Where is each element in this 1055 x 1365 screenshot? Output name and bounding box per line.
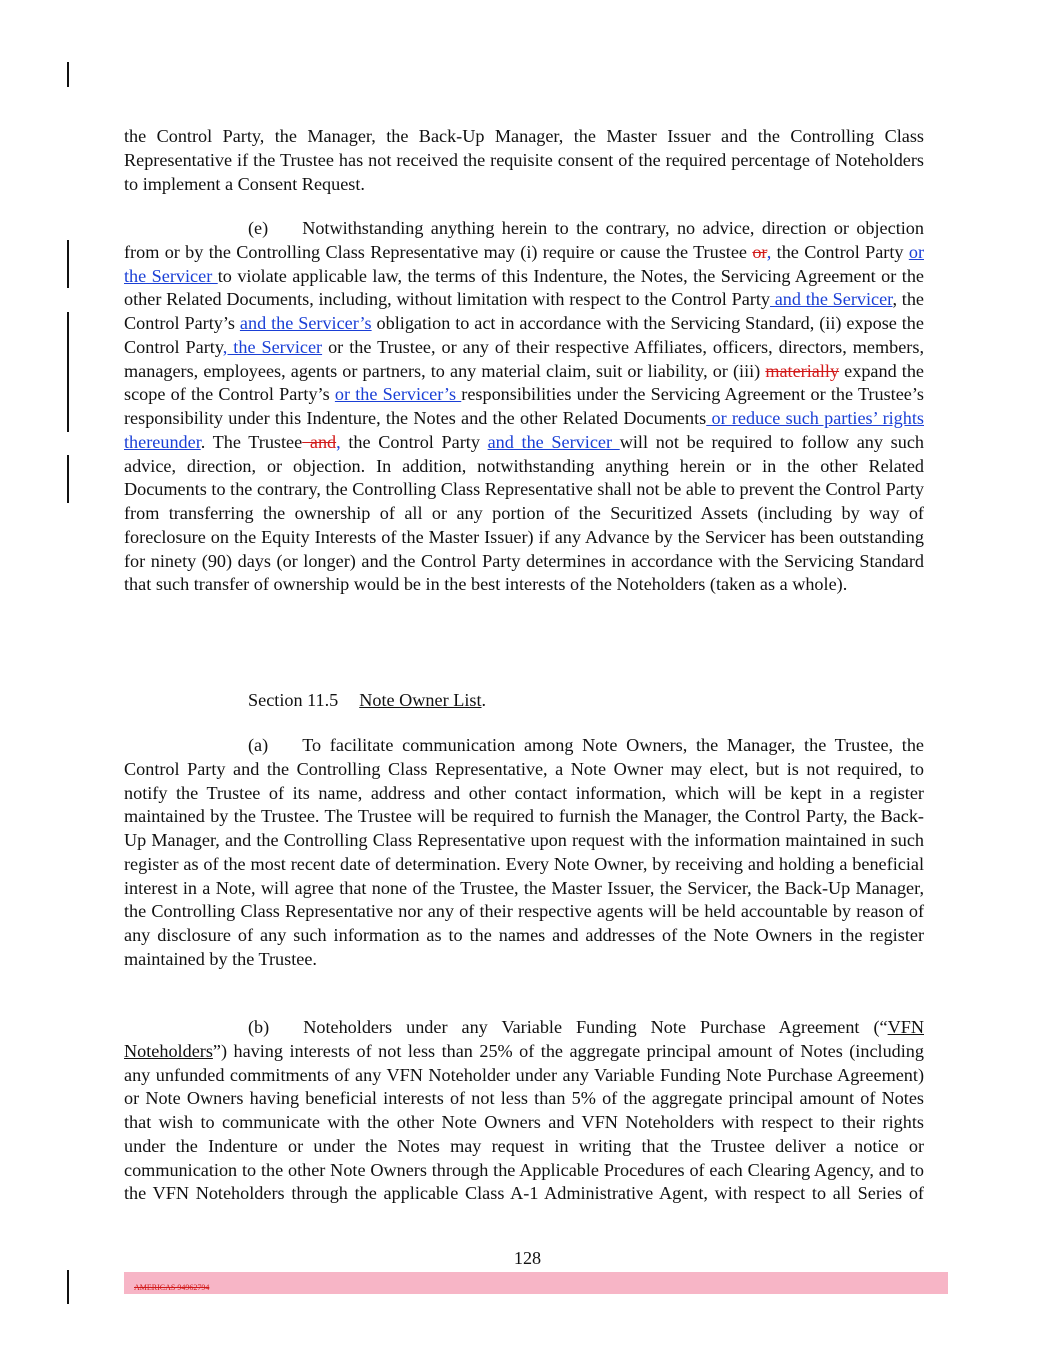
- inserted-text: or the Servicer’s: [334, 384, 462, 405]
- text-run: the Control Party: [771, 241, 909, 262]
- text-run: Notwithstanding anything herein to the contrary, no advice, direction or objection from or by the Controlling Class Representative may (i) require or cause the Trustee: [124, 218, 924, 262]
- inserted-text: and the Servicer’s: [239, 313, 372, 333]
- inserted-text: ,: [766, 241, 772, 262]
- section-title-period: .: [481, 690, 487, 710]
- text-run: , the Control Party’s: [124, 289, 924, 333]
- text-run: will not be required to follow any such advice, direction, or objection. In addition, notwithstanding anything herein or in the other Related Documents to the contrary, the Controlling Class Representative shall not be able to prevent the Control Party from transferring the ownership of all or any portion of the Securitized Assets (including by way of foreclosure on the Equity Interests of the Master Issuer) if any Advance by the Servicer has been outstanding for ninety (90) days (or longer) and the Control Party determines in accordance with the Servicing Standard that such transfer of ownership would be in the best interests of the Noteholders (taken as a whole).: [124, 431, 925, 595]
- deleted-text: and: [302, 431, 337, 452]
- paragraph-label: (a): [248, 735, 269, 755]
- inserted-text: or reduce such parties’ rights thereunder: [124, 408, 924, 452]
- paragraph-text: the Control Party, the Manager, the Back-Up Manager, the Master Issuer and the Controlling Class Representative if the Trustee has not received the requisite consent of the required percentage of Noteholders to implement a Consent Request.: [124, 126, 924, 194]
- change-bar: [67, 62, 69, 87]
- section-number: Section 11.5: [248, 690, 339, 710]
- change-bar: [67, 1270, 69, 1304]
- paragraph-label: (e): [248, 218, 269, 238]
- text-run: ”) having interests of not less than 25% of the aggregate principal amount of Notes (including any unfunded commitments of any VFN Noteholder under any Variable Funding Note Purchase Agreement) or Note Owners having beneficial interests of not less than 5% of the aggregate principal amount of Notes that wish to communicate with the other Note Owners and VFN Noteholders with respect to their rights under the Indenture or under the Notes may request in writing that the Trustee deliver a notice or communication to the other Note Owners through the Applicable Procedures of each Clearing Agency, and to the VFN Noteholders through the applicable Class A-1 Administrative Agent, with respect to all Series of: [124, 1040, 924, 1204]
- paragraph-a: [124, 734, 924, 972]
- inserted-text: , the Servicer: [222, 336, 323, 357]
- inserted-text: and the Servicer: [487, 431, 620, 452]
- change-bar: [67, 312, 69, 432]
- text-run: obligation to act in accordance with the Servicing Standard, (ii) expose the Control Party: [124, 313, 924, 357]
- text-run: to violate applicable law, the terms of this Indenture, the Notes, the Servicing Agreement or the other Related Documents, including, without limitation with respect to the Control Party: [124, 265, 924, 310]
- defined-term: VFN Noteholders: [124, 1017, 924, 1061]
- paragraph-label: (b): [248, 1017, 270, 1037]
- text-run: responsibilities under the Servicing Agreement or the Trustee’s responsibility under this Indenture, the Notes and the other Related Documents: [124, 384, 924, 428]
- deleted-text: materially: [765, 360, 840, 381]
- deleted-text: or: [752, 241, 767, 262]
- paragraph-text: To facilitate communication among Note Owners, the Manager, the Trustee, the Control Party and the Controlling Class Representative, a Note Owner may elect, but is not required, to notify the Trustee of its name, address and other contact information, which will be kept in a register maintained by the Trustee. The Trustee will be required to furnish the Manager, the Control Party, the Back-Up Manager, and the Controlling Class Representative upon request with the information maintained in such register as of the most recent date of determination. Every Note Owner, by receiving and holding a beneficial interest in a Note, will agree that none of the Trustee, the Master Issuer, the Servicer, the Back-Up Manager, the Controlling Class Representative nor any of their respective agents will be held accountable by reason of any disclosure of any such information as to the names and addresses of the Note Owners in the register maintained by the Trustee.: [124, 735, 924, 969]
- text-run: Noteholders under any Variable Funding Note Purchase Agreement (“: [303, 1017, 888, 1037]
- text-run: or the Trustee, or any of their respective Affiliates, officers, directors, members, managers, employees, agents or partners, to any material claim, suit or liability, or (iii): [124, 336, 924, 381]
- section-title: Note Owner List: [359, 690, 482, 710]
- text-run: the Control Party: [340, 431, 488, 452]
- inserted-text: or the Servicer: [124, 241, 924, 286]
- continuation-paragraph: [124, 125, 924, 196]
- document-reference: AMERICAS 94962794: [134, 1283, 210, 1292]
- paragraph-b: [124, 1016, 924, 1206]
- inserted-text: and the Servicer: [769, 289, 893, 310]
- change-bar: [67, 240, 69, 288]
- page-number: 128: [513, 1248, 542, 1268]
- text-run: . The Trustee: [200, 431, 303, 452]
- change-bar: [67, 455, 69, 503]
- paragraph-e: [124, 217, 924, 597]
- text-run: expand the scope of the Control Party’s: [124, 360, 924, 405]
- inserted-text: ,: [336, 431, 341, 452]
- footer-band: [124, 1272, 948, 1294]
- section-heading: [124, 689, 924, 713]
